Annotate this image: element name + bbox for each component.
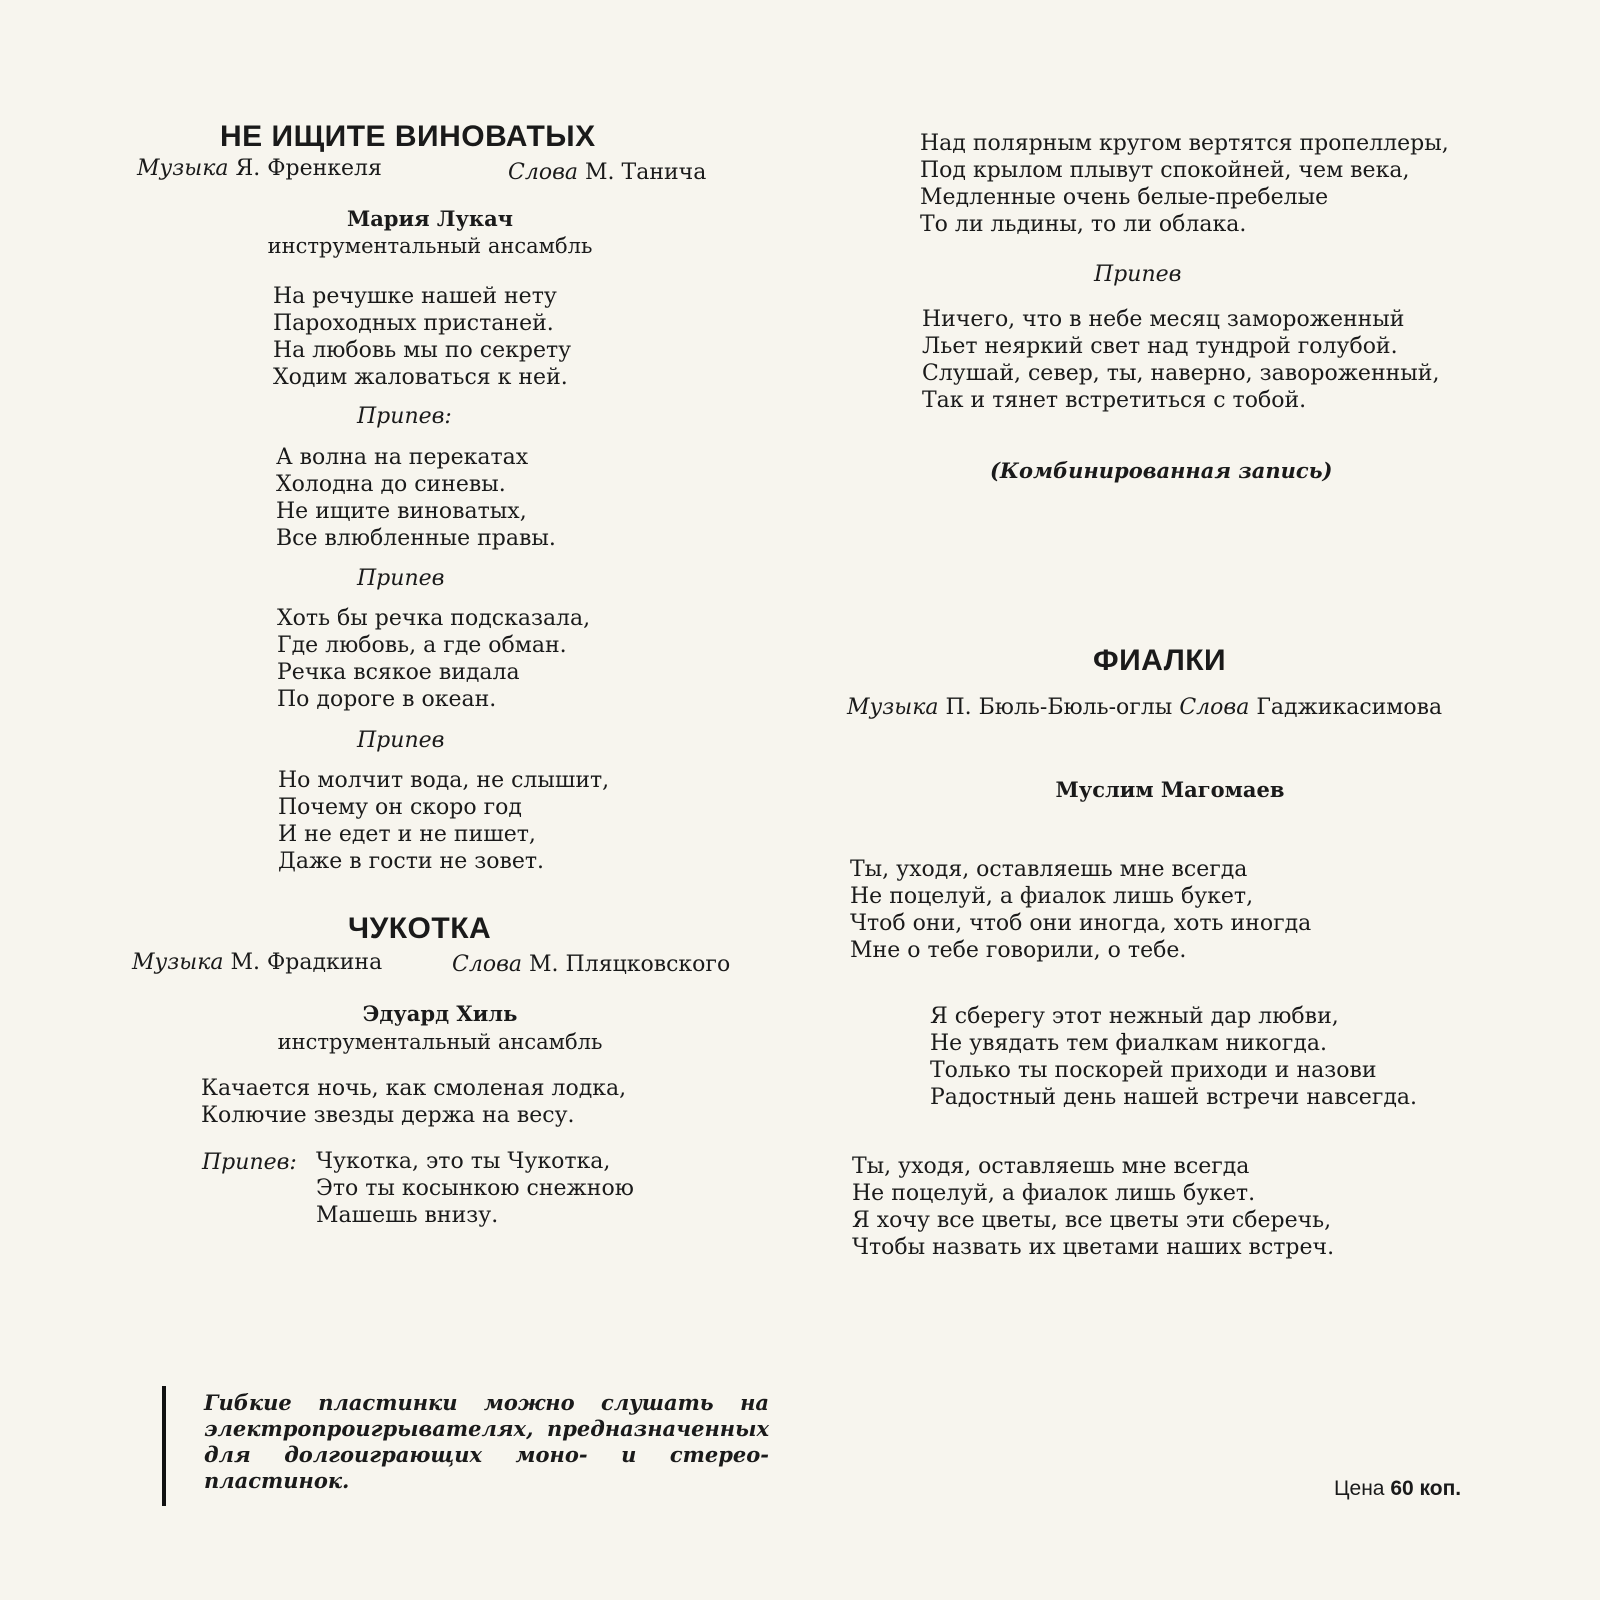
lyric-line: Не поцелуй, а фиалок лишь букет. <box>852 1181 1256 1206</box>
song3-composer: П. Бюль-Бюль-оглы <box>945 695 1173 720</box>
song2-music-label: Музыка <box>132 950 224 975</box>
song2-lyricist: М. Пляцковского <box>529 952 731 977</box>
lyric-line: Мне о тебе говорили, о тебе. <box>850 938 1187 963</box>
song1-music-credit <box>137 156 382 181</box>
song1-performer: Мария Лукач <box>346 206 514 231</box>
song1-chorus-label-2: Припев <box>357 566 445 591</box>
song2-chorus-label: Припев: <box>202 1150 297 1175</box>
song2-title: ЧУКОТКА <box>348 912 492 945</box>
song3-lyricist: Гаджикасимова <box>1256 695 1443 720</box>
lyric-line: Слушай, север, ты, наверно, завороженный, <box>922 361 1440 386</box>
song1-chorus-label-1: Припев: <box>357 404 452 429</box>
lyric-line: Чукотка, это ты Чукотка, <box>316 1149 611 1174</box>
song3-verse-3 <box>852 1153 1334 1261</box>
notice-bar <box>162 1386 166 1506</box>
lyric-line: А волна на перекатах <box>276 445 529 470</box>
price-label: Цена <box>1334 1477 1385 1500</box>
lyric-line: Радостный день нашей встречи навсегда. <box>930 1085 1418 1110</box>
lyric-line: Пароходных пристаней. <box>273 311 554 336</box>
song1-lyrics-credit <box>508 160 706 185</box>
lyric-line: Чтоб они, чтоб они иногда, хоть иногда <box>850 911 1312 936</box>
lyric-line: На речушке нашей нету <box>273 284 557 309</box>
lyric-line: Но молчит вода, не слышит, <box>278 768 610 793</box>
lyric-line: Ничего, что в небе месяц замороженный <box>922 307 1405 332</box>
lyric-line: Почему он скоро год <box>278 795 522 820</box>
song1-chorus-label-3: Припев <box>357 728 445 753</box>
song2-chorus-label-2: Припев <box>1094 262 1182 287</box>
song1-music-label: Музыка <box>137 156 229 181</box>
price <box>1334 1477 1461 1501</box>
song2-verse-1 <box>201 1075 626 1129</box>
lyric-line: Холодна до синевы. <box>276 472 506 497</box>
song2-music-credit <box>132 950 382 975</box>
lyric-line: По дороге в океан. <box>277 687 497 712</box>
playback-notice: Гибкие пластинки можно слушать на электропроигрывателях, предназначенных для долгоиграющих моно- и стерео-пластинок. <box>204 1390 769 1493</box>
lyric-line: Я хочу все цветы, все цветы эти сберечь, <box>852 1208 1332 1233</box>
song1-ensemble: инструментальный ансамбль <box>267 234 593 258</box>
song2-lyrics-credit <box>452 952 730 977</box>
song3-verse-1 <box>850 856 1311 964</box>
song3-credits <box>847 695 1442 720</box>
song1-verse-1 <box>273 283 571 391</box>
song1-verse-2 <box>276 444 556 552</box>
song2-recording-note: (Комбинированная запись) <box>990 458 1333 483</box>
song3-lyrics-label: Слова <box>1179 695 1250 720</box>
price-amount: 60 коп. <box>1390 1477 1462 1500</box>
song2-chorus <box>316 1148 634 1229</box>
song2-ensemble: инструментальный ансамбль <box>277 1030 603 1054</box>
lyric-line: На любовь мы по секрету <box>273 338 572 363</box>
song2-verse-2 <box>920 130 1449 238</box>
song2-lyrics-label: Слова <box>452 952 523 977</box>
lyric-line: Колючие звезды держа на весу. <box>201 1103 575 1128</box>
lyric-line: Над полярным кругом вертятся пропеллеры, <box>920 131 1449 156</box>
song1-composer: Я. Френкеля <box>235 156 382 181</box>
song2-performer: Эдуард Хиль <box>362 1001 518 1026</box>
lyric-line: Речка всякое видала <box>277 660 520 685</box>
lyric-line: Не поцелуй, а фиалок лишь букет, <box>850 884 1254 909</box>
lyric-line: Даже в гости не зовет. <box>278 849 545 874</box>
song1-lyrics-label: Слова <box>508 160 579 185</box>
lyric-line: И не едет и не пишет, <box>278 822 536 847</box>
song1-lyricist: М. Танича <box>585 160 707 185</box>
song3-performer: Муслим Магомаев <box>1055 777 1285 802</box>
lyric-line: Ты, уходя, оставляешь мне всегда <box>850 857 1248 882</box>
lyric-line: Льет неяркий свет над тундрой голубой. <box>922 334 1398 359</box>
lyric-line: Это ты косынкою снежною <box>316 1176 634 1201</box>
lyric-line: Машешь внизу. <box>316 1203 499 1228</box>
song3-music-label: Музыка <box>847 695 939 720</box>
song2-composer: М. Фрадкина <box>230 950 383 975</box>
lyric-line: Не ищите виноватых, <box>276 499 527 524</box>
song1-title: НЕ ИЩИТЕ ВИНОВАТЫХ <box>220 120 596 153</box>
lyric-line: Где любовь, а где обман. <box>277 633 567 658</box>
lyric-line: Качается ночь, как смоленая лодка, <box>201 1076 627 1101</box>
song3-verse-2 <box>930 1003 1417 1111</box>
lyric-line: Ты, уходя, оставляешь мне всегда <box>852 1154 1250 1179</box>
song3-title: ФИАЛКИ <box>1093 644 1227 677</box>
lyric-line: Под крылом плывут спокойней, чем века, <box>920 158 1410 183</box>
lyric-line: Не увядать тем фиалкам никогда. <box>930 1031 1327 1056</box>
song1-verse-3 <box>277 605 590 713</box>
lyric-line: Чтобы назвать их цветами наших встреч. <box>852 1235 1335 1260</box>
lyric-line: Так и тянет встретиться с тобой. <box>922 388 1307 413</box>
lyric-line: Только ты поскорей приходи и назови <box>930 1058 1377 1083</box>
lyric-line: Я сберегу этот нежный дар любви, <box>930 1004 1339 1029</box>
lyric-line: Медленные очень белые-пребелые <box>920 185 1329 210</box>
lyric-line: Все влюбленные правы. <box>276 526 556 551</box>
lyric-line: Ходим жаловаться к ней. <box>273 365 568 390</box>
lyric-line: Хоть бы речка подсказала, <box>277 606 591 631</box>
song1-verse-4 <box>278 767 609 875</box>
song2-verse-3 <box>922 306 1439 414</box>
lyric-line: То ли льдины, то ли облака. <box>920 212 1247 237</box>
